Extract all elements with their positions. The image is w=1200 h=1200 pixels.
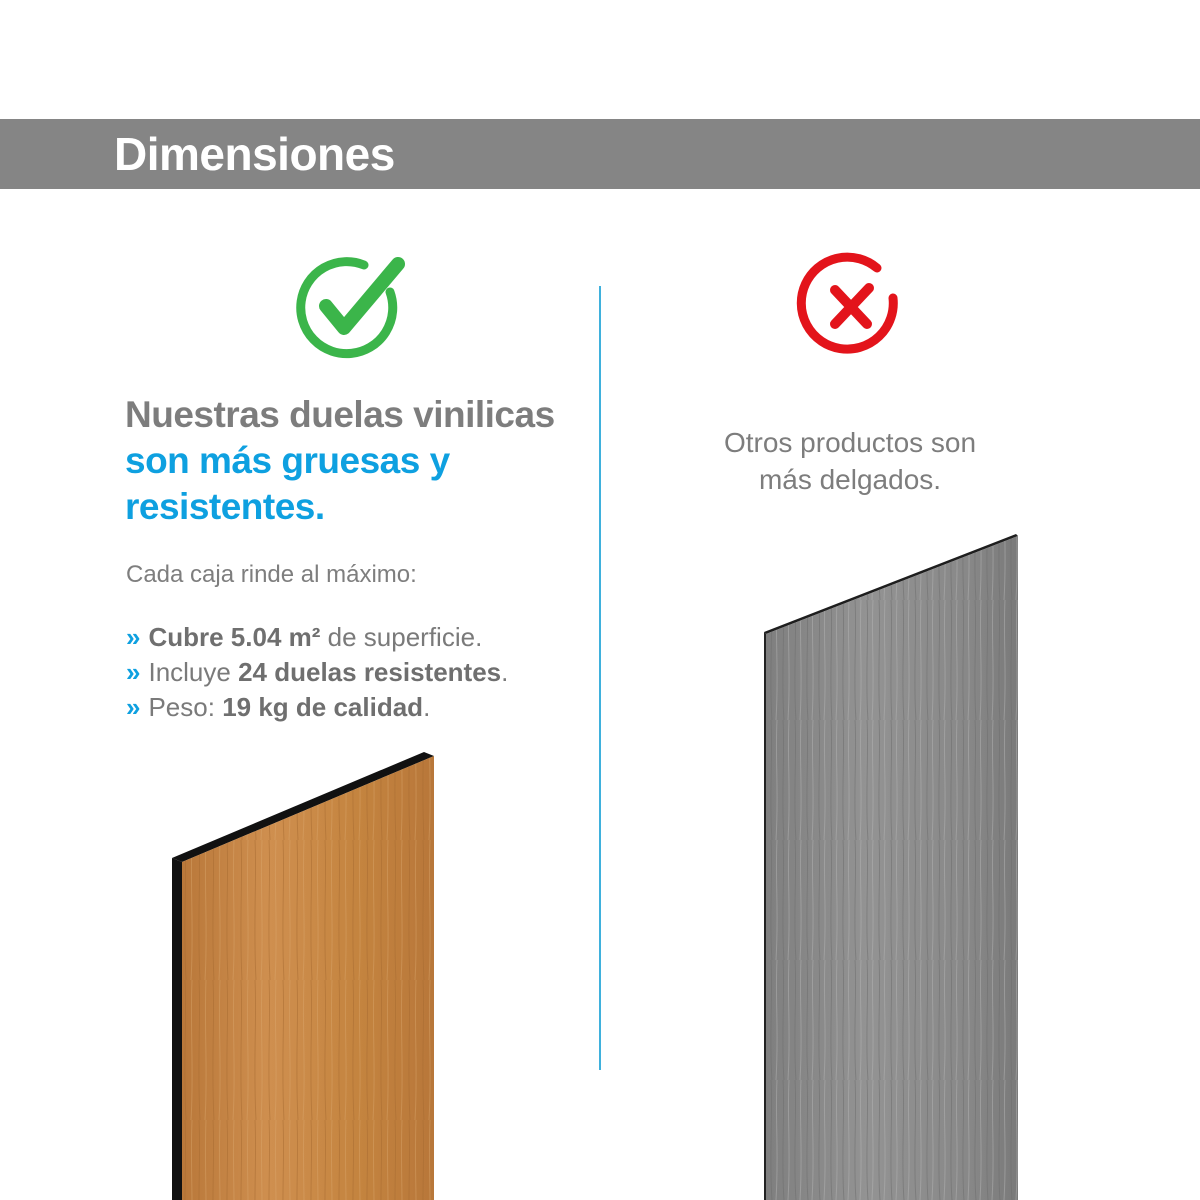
- plank-side-edge: [764, 632, 766, 1200]
- bullet-rest: .: [501, 657, 509, 687]
- bullet-pre: Incluye: [148, 657, 239, 687]
- plank-grain-gray: [766, 536, 1018, 1200]
- bullet-bold: Cubre 5.04 m²: [148, 622, 321, 652]
- other-products-text: Otros productos son más delgados.: [723, 427, 977, 495]
- headline-accent-text: son más gruesas y resistentes.: [125, 440, 450, 527]
- bullet-pre: Peso:: [148, 692, 223, 722]
- thick-plank: [172, 752, 434, 1200]
- intro-text: Cada caja rinde al máximo:: [126, 561, 417, 588]
- bullet-rest: de superficie.: [320, 622, 483, 652]
- plank-side-edge: [172, 858, 182, 1200]
- page-title: Dimensiones: [114, 128, 395, 180]
- bullet-rest: .: [423, 692, 431, 722]
- bullet-bold: 24 duelas resistentes: [238, 657, 502, 687]
- bullet-marker: »: [126, 622, 141, 652]
- bullet-marker: »: [126, 692, 141, 722]
- headline-gray-text: Nuestras duelas vinilicas: [125, 394, 555, 435]
- bullet-bold: 19 kg de calidad: [222, 692, 424, 722]
- plank-grain-wood: [182, 756, 434, 1200]
- bullet-marker: »: [126, 657, 141, 687]
- thin-plank: [764, 534, 1018, 1200]
